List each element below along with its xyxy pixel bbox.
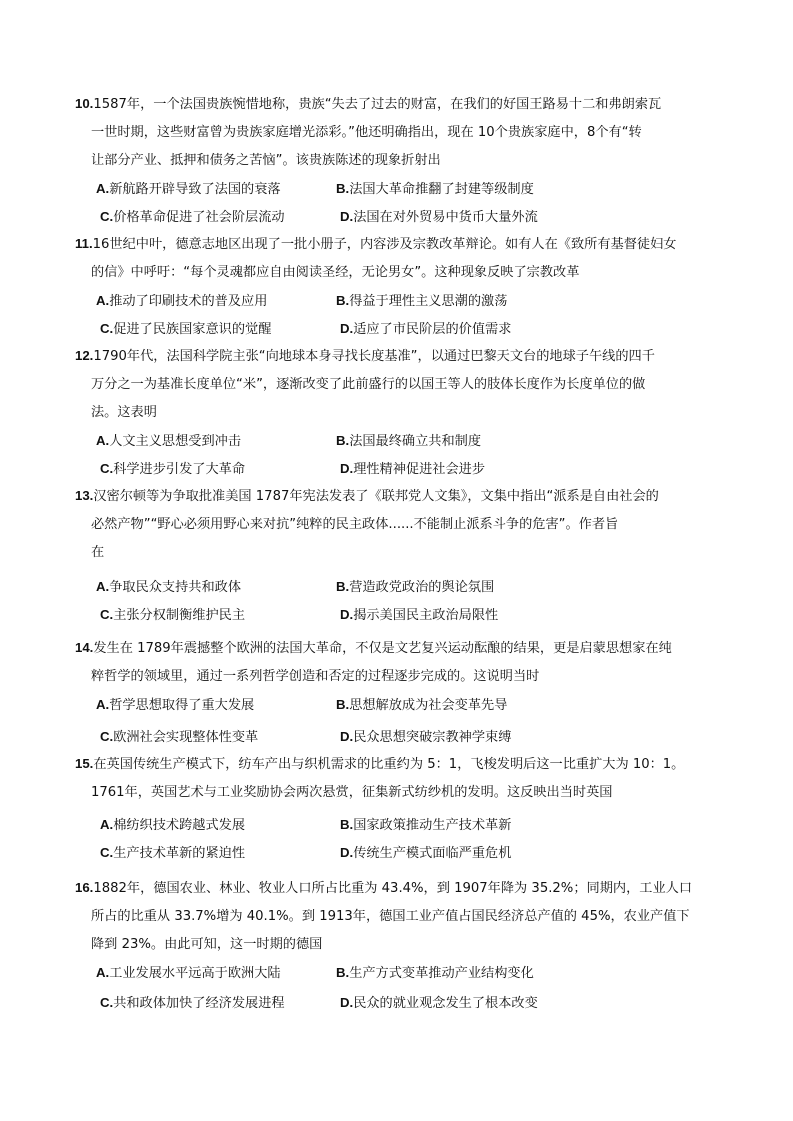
option-text: 民众思想突破宗教神学束缚 [353, 730, 512, 745]
options [75, 175, 725, 231]
option-c [75, 723, 340, 751]
question-number: 14. [75, 640, 94, 655]
option-letter: C. [100, 845, 114, 860]
option-a [75, 175, 336, 203]
option-text: 法国在对外贸易中货币大量外流 [353, 210, 538, 225]
option-d [340, 723, 511, 751]
option-b [336, 573, 494, 601]
option-text: 推动了印刷技术的普及应用 [109, 294, 268, 309]
option-text: 人文主义思想受到冲击 [109, 434, 242, 449]
option-a [75, 573, 336, 601]
option-d [340, 601, 498, 629]
option-text: 传统生产模式面临严重危机 [353, 846, 512, 861]
question-stem [75, 634, 725, 691]
option-text: 法国大革命推翻了封建等级制度 [349, 182, 534, 197]
stem-line: 1882年，德国农业、林业、牧业人口所占比重为 43.4%，到 1907年降为 35.2%；同期内，工业人口 [93, 881, 693, 896]
option-text: 营造政党政治的舆论氛围 [349, 580, 495, 595]
question-stem [75, 874, 725, 959]
option-text: 国家政策推动生产技术革新 [353, 818, 512, 833]
stem-line: 在英国传统生产模式下，纺车产出与织机需求的比重约为 5：1，飞梭发明后这一比重扩大为 10：1。 [93, 757, 685, 772]
option-letter: C. [100, 607, 114, 622]
option-b [336, 959, 534, 987]
option-letter: B. [340, 817, 354, 832]
option-c [75, 601, 340, 629]
option-d [340, 455, 485, 483]
question-stem [75, 342, 725, 427]
question-11 [75, 230, 725, 343]
option-text: 适应了市民阶层的价值需求 [353, 322, 512, 337]
option-c [75, 315, 340, 343]
option-letter: D. [340, 845, 354, 860]
option-letter: D. [340, 321, 354, 336]
option-letter: A. [96, 181, 110, 196]
stem-line: 1587年，一个法国贵族惋惜地称，贵族“失去了过去的财富，在我们的好国王路易十二和弗朗索瓦 [93, 97, 662, 112]
question-stem [75, 750, 725, 807]
option-text: 法国最终确立共和制度 [349, 434, 482, 449]
option-letter: B. [336, 697, 350, 712]
option-text: 生产技术革新的紧迫性 [113, 846, 246, 861]
stem-line: 所占的比重从 33.7%增为 40.1%。到 1913年，德国工业产值占国民经济总产值的 45%，农业产值下 [91, 909, 690, 924]
options [75, 573, 725, 629]
option-text: 价格革命促进了社会阶层流动 [113, 210, 285, 225]
option-letter: C. [100, 461, 114, 476]
option-letter: B. [336, 579, 350, 594]
option-letter: B. [336, 181, 350, 196]
option-letter: A. [100, 817, 114, 832]
option-b [336, 287, 507, 315]
option-letter: A. [96, 293, 110, 308]
question-number: 10. [75, 96, 94, 111]
question-13 [75, 482, 725, 629]
question-number: 13. [75, 488, 94, 503]
option-text: 哲学思想取得了重大发展 [109, 698, 255, 713]
question-16 [75, 874, 725, 1017]
option-text: 共和政体加快了经济发展进程 [113, 996, 285, 1011]
options [75, 427, 725, 483]
question-10 [75, 90, 725, 231]
question-stem [75, 90, 725, 175]
option-c [75, 455, 340, 483]
option-text: 揭示美国民主政治局限性 [353, 608, 499, 623]
stem-line: 让部分产业、抵押和债务之苦恼”。该贵族陈述的现象折射出 [91, 153, 441, 168]
option-a [75, 691, 336, 719]
options [75, 811, 725, 867]
option-letter: C. [100, 209, 114, 224]
option-a [75, 811, 340, 839]
option-letter: D. [340, 209, 354, 224]
question-number: 11. [75, 236, 93, 251]
options [75, 691, 725, 751]
option-letter: D. [340, 461, 354, 476]
option-b [336, 691, 507, 719]
question-12 [75, 342, 725, 483]
option-letter: B. [336, 965, 350, 980]
option-text: 生产方式变革推动产业结构变化 [349, 966, 534, 981]
option-letter: D. [340, 729, 354, 744]
question-stem [75, 482, 725, 567]
option-text: 工业发展水平远高于欧洲大陆 [109, 966, 281, 981]
option-a [75, 287, 336, 315]
stem-line: 发生在 1789年震撼整个欧洲的法国大革命，不仅是文艺复兴运动酝酿的结果，更是启蒙思想家在纯 [93, 641, 672, 656]
option-b [336, 175, 534, 203]
option-text: 主张分权制衡维护民主 [113, 608, 246, 623]
option-text: 得益于理性主义思潮的激荡 [349, 294, 508, 309]
option-text: 新航路开辟导致了法国的衰落 [109, 182, 281, 197]
options [75, 959, 725, 1017]
stem-line: 法。这表明 [91, 405, 157, 420]
stem-line: 粹哲学的领域里，通过一系列哲学创造和否定的过程逐步完成的。这说明当时 [91, 669, 540, 684]
option-a [75, 959, 336, 987]
option-text: 思想解放成为社会变革先导 [349, 698, 508, 713]
option-letter: A. [96, 697, 110, 712]
stem-line: 的信》中呼吁：“每个灵魂都应自由阅读圣经，无论男女”。这种现象反映了宗教改革 [91, 265, 580, 280]
option-c [75, 989, 340, 1017]
option-letter: B. [336, 293, 350, 308]
stem-line: 必然产物”“野心必须用野心来对抗”纯粹的民主政体......不能制止派系斗争的危害”。作者旨 [91, 517, 619, 532]
option-text: 理性精神促进社会进步 [353, 462, 486, 477]
option-text: 促进了民族国家意识的觉醒 [113, 322, 272, 337]
option-d [340, 989, 538, 1017]
option-text: 民众的就业观念发生了根本改变 [353, 996, 538, 1011]
question-15 [75, 750, 725, 867]
option-letter: A. [96, 965, 110, 980]
question-number: 15. [75, 756, 94, 771]
option-text: 欧洲社会实现整体性变革 [113, 730, 259, 745]
option-d [340, 839, 511, 867]
option-b [336, 427, 481, 455]
question-stem [75, 230, 725, 287]
question-number: 12. [75, 348, 94, 363]
option-letter: C. [100, 321, 114, 336]
stem-line: 16世纪中叶，德意志地区出现了一批小册子，内容涉及宗教改革辩论。如有人在《致所有基督徒妇女 [92, 237, 677, 252]
option-c [75, 839, 340, 867]
question-14 [75, 634, 725, 751]
option-d [340, 315, 511, 343]
option-d [340, 203, 538, 231]
stem-line: 1761年，英国艺术与工业奖励协会两次悬赏，征集新式纺纱机的发明。这反映出当时英国 [91, 785, 613, 800]
option-text: 棉纺织技术跨越式发展 [113, 818, 246, 833]
stem-line: 在 [91, 545, 105, 560]
options [75, 287, 725, 343]
stem-line: 降到 23%。由此可知，这一时期的德国 [91, 937, 323, 952]
option-c [75, 203, 340, 231]
option-letter: D. [340, 607, 354, 622]
option-text: 科学进步引发了大革命 [113, 462, 246, 477]
stem-line: 汉密尔顿等为争取批准美国 1787年宪法发表了《联邦党人文集》，文集中指出“派系是自由社会的 [93, 489, 659, 504]
option-letter: A. [96, 433, 110, 448]
option-letter: C. [100, 995, 114, 1010]
stem-line: 万分之一为基准长度单位“米”，逐渐改变了此前盛行的以国王等人的肢体长度作为长度单位的做 [91, 377, 646, 392]
option-text: 争取民众支持共和政体 [109, 580, 242, 595]
option-letter: B. [336, 433, 350, 448]
question-number: 16. [75, 880, 94, 895]
stem-line: 一世时期，这些财富曾为贵族家庭增光添彩。”他还明确指出，现在 10个贵族家庭中，8个有“转 [91, 125, 642, 140]
stem-line: 1790年代，法国科学院主张“向地球本身寻找长度基准”，以通过巴黎天文台的地球子午线的四千 [93, 349, 655, 364]
option-a [75, 427, 336, 455]
option-letter: D. [340, 995, 354, 1010]
option-letter: A. [96, 579, 110, 594]
option-b [340, 811, 511, 839]
option-letter: C. [100, 729, 114, 744]
